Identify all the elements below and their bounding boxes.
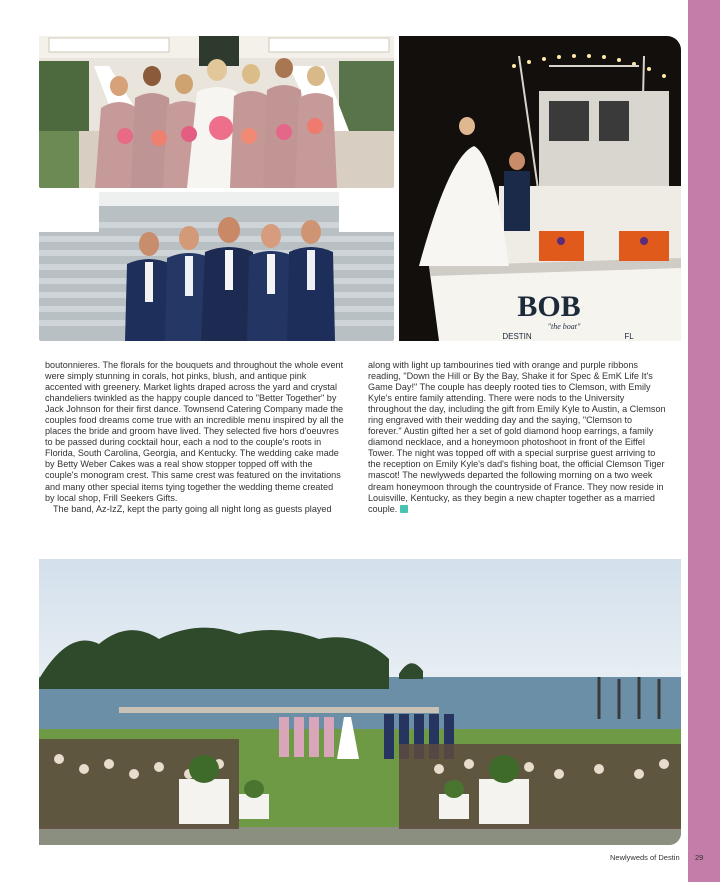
groomsmen-photo [39,192,394,341]
magazine-name: Newlyweds of Destin [610,853,680,862]
article-left-column [45,360,345,515]
waterfront-ceremony-photo [39,559,681,845]
boat-port-right: FL [624,332,634,341]
fishing-boat-photo [399,36,681,341]
boat-tagline: "the boat" [547,322,581,331]
article-paragraph: The band, Az-IzZ, kept the party going all night long as guests played [53,503,332,514]
article-end-mark-icon [400,505,408,513]
boat-name: BOB [517,290,581,323]
article-right-column [368,360,668,515]
boat-port: DESTIN [502,332,532,341]
article-paragraph: boutonnieres. The florals for the bouquets and throughout the whole event were simply stunning in corals, hot pinks, blush, and antique pink accented with greenery. Market lights draped across the yard and crystal chandeliers twinkled as the happy couple danced to "Better Together" by Jack Johnson for their first dance. Townsend Catering Company made the couples food dreams come true with an incredible menu inspired by all the places the bride and groom have lived. They selected five hors d'oeuvres to be passed during cocktail hour, each a nod to the couple's roots in Florida, South Carolina, Georgia, and Kentucky. The wedding cake made by Betty Weber Cakes was a real show stopper topped off with the couple's monogram crest. This same crest was featured on the invitations and many other special items tying together the wedding theme created by local shop, Frill Seekers Gifts. [45,360,344,503]
article-paragraph: along with light up tambourines tied with orange and purple ribbons reading, "Down the Hill or By the Bay, Shake it for Spec & EmK Life It's Game Day!" The couple has deeply rooted ties to Clemson, with Emily Kyle's entire family attending. There were nods to the University throughout the day, including the gift from Emily Kyle to Austin, a Clemson ring engraved with their wedding day and the saying, "Clemson to forever." Austin gifted her a set of gold diamond hoop earrings, a family diamond necklace, and a honeymoon photoshoot in front of the Eiffel Tower. The night was topped off with a special surprise guest arriving to the reception on Emily Kyle's dad's fishing boat, the official Clemson Tiger mascot! The newlyweds departed the following morning on a two week dream honeymoon through the countryside of France. They now reside in Louisville, Kentucky, as they begin a new chapter together as a married couple. [368,360,666,514]
bridal-party-photo [39,36,394,188]
section-color-tab [688,0,720,882]
page-number: 29 [695,853,704,862]
